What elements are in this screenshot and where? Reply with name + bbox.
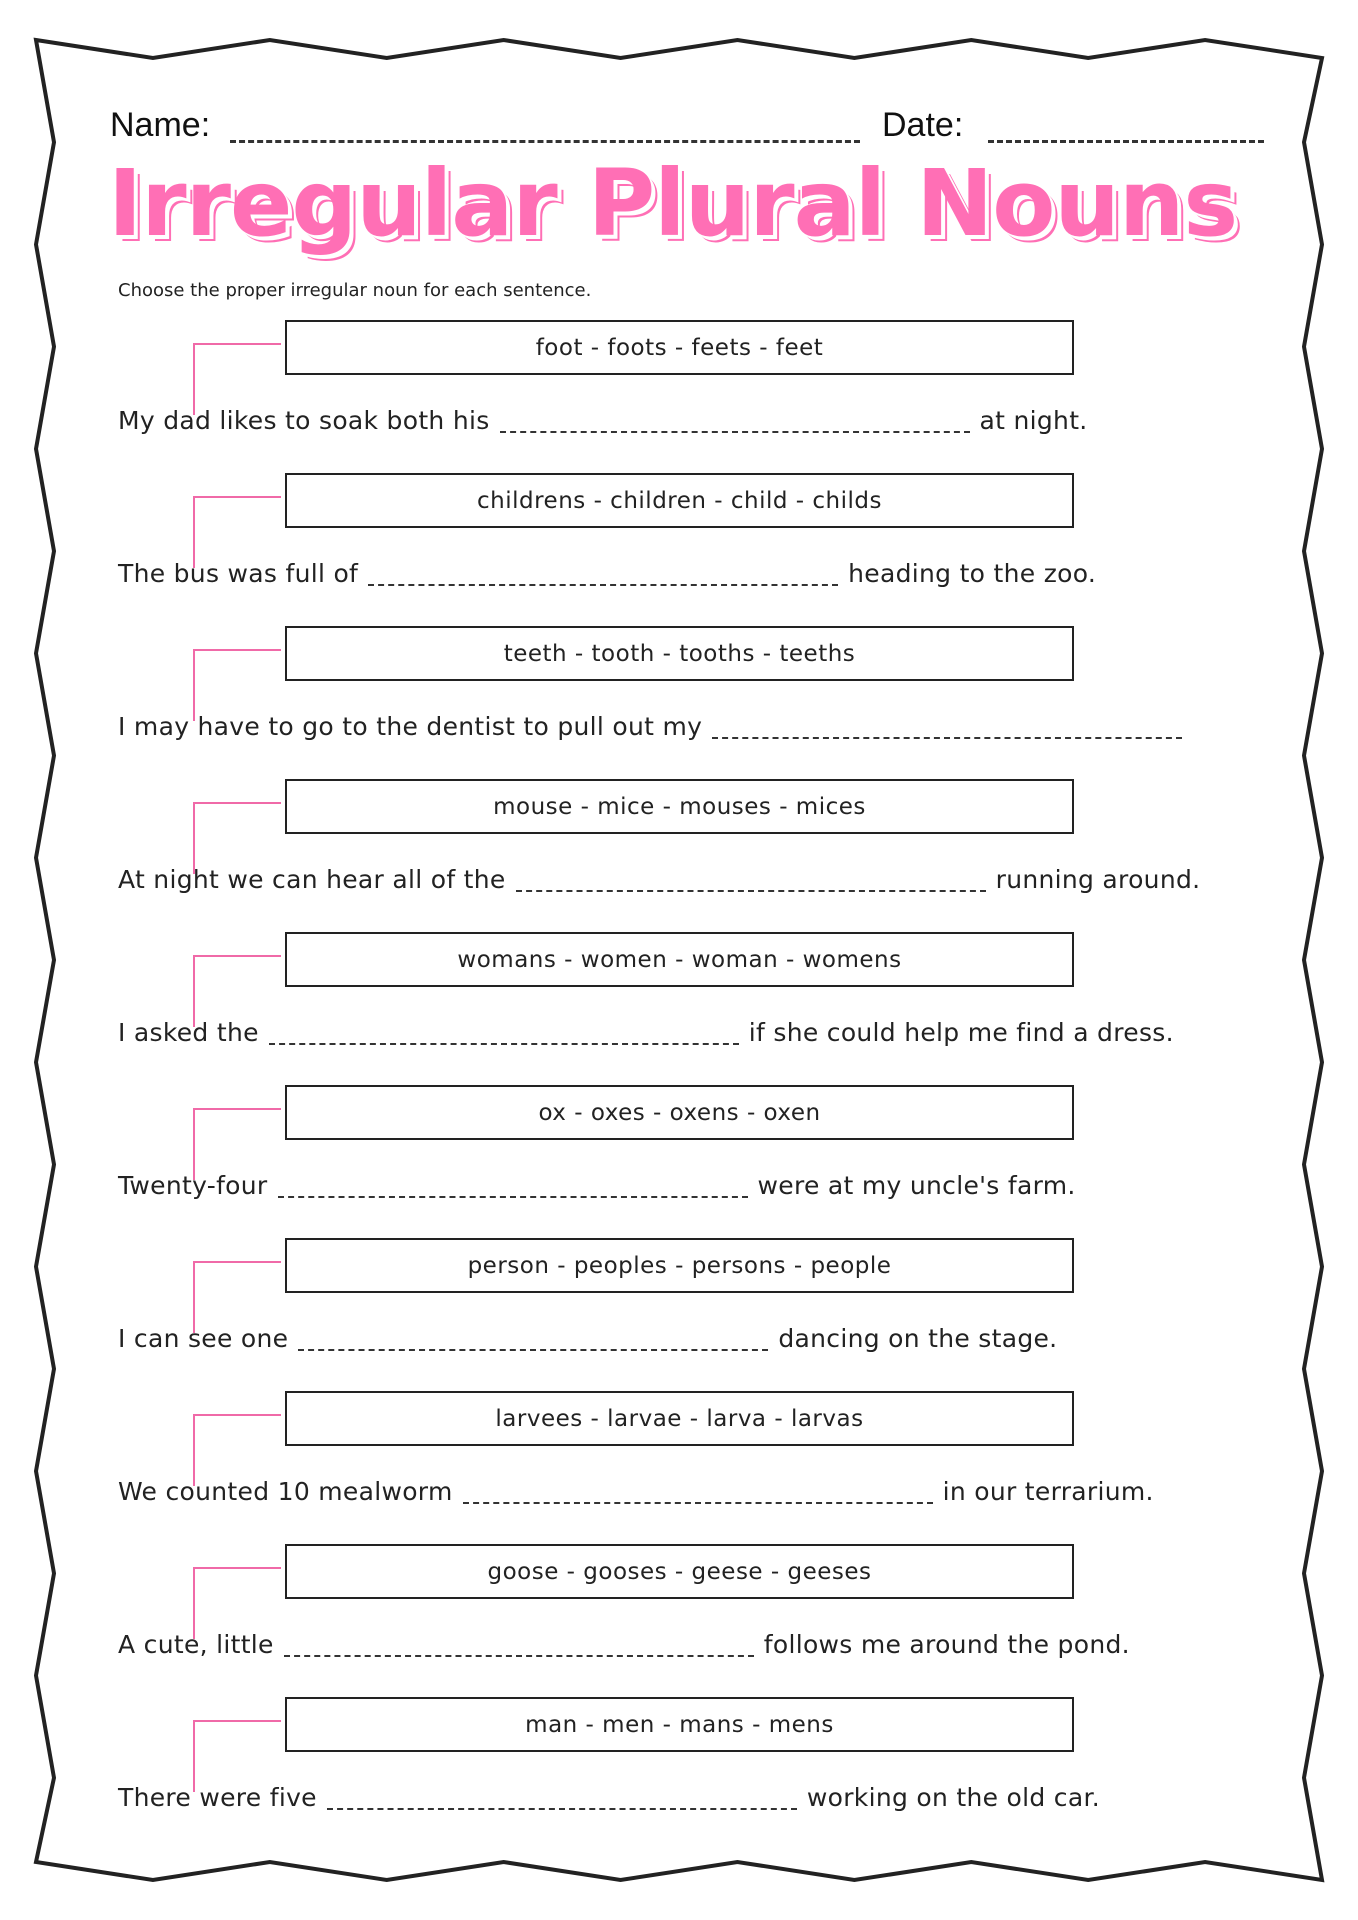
answer-blank[interactable] xyxy=(368,584,838,586)
options-box: goose - gooses - geese - geeses xyxy=(285,1544,1074,1599)
name-label: Name: xyxy=(110,106,211,144)
sentence xyxy=(118,865,1200,894)
sentence-start: At night we can hear all of the xyxy=(118,865,506,894)
answer-blank[interactable] xyxy=(298,1349,768,1351)
sentence-end: heading to the zoo. xyxy=(848,559,1097,588)
sentence xyxy=(118,1018,1174,1047)
options-box: teeth - tooth - tooths - teeths xyxy=(285,626,1074,681)
answer-blank[interactable] xyxy=(712,737,1182,739)
connector-line xyxy=(193,1567,281,1639)
connector-line xyxy=(193,649,281,721)
connector-line xyxy=(193,1108,281,1180)
sentence-start: We counted 10 mealworm xyxy=(118,1477,453,1506)
sentence xyxy=(118,1171,1076,1200)
sentence xyxy=(118,559,1096,588)
connector-line xyxy=(193,1261,281,1333)
answer-blank[interactable] xyxy=(327,1808,797,1810)
sentence xyxy=(118,1783,1100,1812)
sentence-end: follows me around the pond. xyxy=(763,1630,1130,1659)
options-box: childrens - children - child - childs xyxy=(285,473,1074,528)
answer-blank[interactable] xyxy=(500,431,970,433)
options-box: ox - oxes - oxens - oxen xyxy=(285,1085,1074,1140)
name-field[interactable] xyxy=(230,140,860,143)
sentence-start: A cute, little xyxy=(118,1630,274,1659)
answer-blank[interactable] xyxy=(284,1655,754,1657)
options-box: foot - foots - feets - feet xyxy=(285,320,1074,375)
connector-line xyxy=(193,343,281,415)
sentence-end: if she could help me find a dress. xyxy=(748,1018,1174,1047)
answer-blank[interactable] xyxy=(516,890,986,892)
answer-blank[interactable] xyxy=(463,1502,933,1504)
sentence-end: working on the old car. xyxy=(806,1783,1100,1812)
sentence-start: My dad likes to soak both his xyxy=(118,406,490,435)
answer-blank[interactable] xyxy=(269,1043,739,1045)
options-box: womans - women - woman - womens xyxy=(285,932,1074,987)
sentence xyxy=(118,1324,1057,1353)
sentence-start: I asked the xyxy=(118,1018,259,1047)
connector-line xyxy=(193,1414,281,1486)
sentence xyxy=(118,406,1088,435)
sentence xyxy=(118,1477,1154,1506)
date-label: Date: xyxy=(882,106,964,144)
options-box: mouse - mice - mouses - mices xyxy=(285,779,1074,834)
sentence-end: were at my uncle's farm. xyxy=(757,1171,1076,1200)
question-item xyxy=(0,1544,1358,1694)
question-item xyxy=(0,1085,1358,1235)
page-title: Irregular Plural Nouns xyxy=(108,150,1238,257)
question-item xyxy=(0,1238,1358,1388)
sentence-end: at night. xyxy=(979,406,1088,435)
sentence-end: in our terrarium. xyxy=(942,1477,1154,1506)
question-item xyxy=(0,1391,1358,1541)
sentence-start: The bus was full of xyxy=(118,559,359,588)
question-item xyxy=(0,320,1358,470)
connector-line xyxy=(193,802,281,874)
sentence xyxy=(118,1630,1130,1659)
answer-blank[interactable] xyxy=(278,1196,748,1198)
connector-line xyxy=(193,955,281,1027)
options-box: man - men - mans - mens xyxy=(285,1697,1074,1752)
connector-line xyxy=(193,1720,281,1792)
date-field[interactable] xyxy=(988,140,1264,143)
sentence-start: There were five xyxy=(118,1783,317,1812)
sentence-start: I can see one xyxy=(118,1324,289,1353)
options-box: person - peoples - persons - people xyxy=(285,1238,1074,1293)
connector-line xyxy=(193,496,281,568)
question-item xyxy=(0,932,1358,1082)
question-item xyxy=(0,626,1358,776)
sentence xyxy=(118,712,1192,741)
sentence-start: I may have to go to the dentist to pull out my xyxy=(118,712,703,741)
options-box: larvees - larvae - larva - larvas xyxy=(285,1391,1074,1446)
sentence-end: running around. xyxy=(995,865,1201,894)
question-item xyxy=(0,1697,1358,1847)
question-item xyxy=(0,473,1358,623)
sentence-end: dancing on the stage. xyxy=(778,1324,1058,1353)
question-item xyxy=(0,779,1358,929)
instructions: Choose the proper irregular noun for each sentence. xyxy=(118,280,592,301)
sentence-start: Twenty-four xyxy=(118,1171,268,1200)
